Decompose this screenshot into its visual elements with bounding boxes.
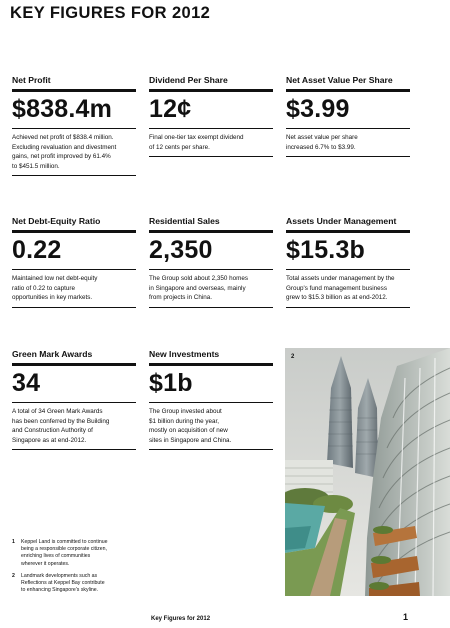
card-net-debt-equity xyxy=(12,216,136,308)
card-value: 2,350 xyxy=(149,236,213,264)
desc-line: grew to $15.3 billion as at end-2012. xyxy=(286,294,388,302)
note-line: enriching lives of communities xyxy=(21,553,91,560)
desc-line: increased 6.7% to $3.99. xyxy=(286,143,356,151)
page-title: KEY FIGURES FOR 2012 xyxy=(10,4,211,22)
desc-line: Total assets under management by the xyxy=(286,275,395,282)
photo-number: 2 xyxy=(291,354,295,360)
desc-line: $1 billion during the year, xyxy=(149,417,220,425)
desc-line: to $451.5 million. xyxy=(12,162,60,170)
card-rule xyxy=(12,128,136,129)
card-rule xyxy=(286,128,410,129)
card-rule xyxy=(286,269,410,270)
desc-line: opportunities in key markets. xyxy=(12,294,93,302)
desc-line: Final one-tier tax exempt dividend xyxy=(149,134,244,141)
desc-line: Achieved net profit of $838.4 million. xyxy=(12,134,114,141)
desc-line: gains, net profit improved by 61.4% xyxy=(12,153,111,161)
page-number: 1 xyxy=(403,612,409,622)
card-rule xyxy=(149,128,273,129)
caption-note xyxy=(12,573,142,595)
card-rule-top xyxy=(149,230,273,233)
card-description xyxy=(286,274,410,303)
card-description xyxy=(12,133,136,171)
card-description xyxy=(12,274,136,303)
card-rule-top xyxy=(149,363,273,366)
card-rule xyxy=(12,402,136,403)
card-residential-sales xyxy=(149,216,273,308)
desc-line: Excluding revaluation and divestment xyxy=(12,143,117,151)
card-label: Dividend Per Share xyxy=(149,75,228,85)
card-value: $15.3b xyxy=(286,236,366,264)
card-rule-bottom xyxy=(149,307,273,308)
card-rule-top xyxy=(286,89,410,92)
card-rule-top xyxy=(149,89,273,92)
card-rule-bottom xyxy=(12,175,136,176)
desc-line: The Group sold about 2,350 homes xyxy=(149,275,249,282)
caption-note xyxy=(12,539,142,568)
note-line: Reflections at Keppel Bay contribute xyxy=(21,580,105,587)
card-rule xyxy=(12,269,136,270)
card-assets-under-management xyxy=(286,216,410,308)
card-label: Net Profit xyxy=(12,75,51,85)
card-label: Net Debt-Equity Ratio xyxy=(12,216,101,226)
note-line: Landmark developments such as xyxy=(21,572,98,579)
card-rule-top xyxy=(286,230,410,233)
desc-line: has been conferred by the Building xyxy=(12,417,110,425)
desc-line: Singapore as at end-2012. xyxy=(12,436,87,444)
card-rule-bottom xyxy=(286,156,410,157)
card-rule-bottom xyxy=(286,307,410,308)
card-rule-bottom xyxy=(12,307,136,308)
note-number: 1 xyxy=(12,539,15,545)
desc-line: of 12 cents per share. xyxy=(149,143,210,151)
note-number: 2 xyxy=(12,572,15,579)
card-description xyxy=(149,274,273,303)
card-value: $838.4m xyxy=(12,95,113,123)
card-value: $1b xyxy=(149,369,193,397)
card-description xyxy=(149,407,273,445)
card-new-investments xyxy=(149,349,273,450)
note-line: being a responsible corporate citizen, xyxy=(21,546,107,553)
caption-notes xyxy=(12,539,142,599)
desc-line: in Singapore and overseas, mainly xyxy=(149,284,246,292)
desc-line: from projects in China. xyxy=(149,294,212,302)
footer-label: Key Figures for 2012 xyxy=(151,616,211,622)
card-label: New Investments xyxy=(149,349,220,359)
card-label: Green Mark Awards xyxy=(12,349,93,359)
card-value: $3.99 xyxy=(286,95,350,123)
desc-line: A total of 34 Green Mark Awards xyxy=(12,408,103,415)
card-rule-bottom xyxy=(149,156,273,157)
skyline-photo xyxy=(285,348,450,596)
card-label: Net Asset Value Per Share xyxy=(286,75,393,85)
card-rule-bottom xyxy=(149,449,273,450)
card-label: Assets Under Management xyxy=(286,216,397,226)
desc-line: Net asset value per share xyxy=(286,134,358,141)
card-rule xyxy=(149,402,273,403)
card-description xyxy=(286,133,410,152)
card-net-profit xyxy=(12,75,136,176)
desc-line: and Construction Authority of xyxy=(12,427,93,435)
desc-line: sites in Singapore and China. xyxy=(149,436,232,444)
note-text xyxy=(21,539,108,568)
card-rule-bottom xyxy=(12,449,136,450)
desc-line: mostly on acquisition of new xyxy=(149,427,228,435)
card-rule-top xyxy=(12,363,136,366)
card-value: 12¢ xyxy=(149,95,192,123)
desc-line: ratio of 0.22 to capture xyxy=(12,284,76,292)
card-description xyxy=(149,133,273,152)
card-rule xyxy=(149,269,273,270)
card-rule-top xyxy=(12,89,136,92)
desc-line: Group's fund management business xyxy=(286,284,387,292)
note-line: wherever it operates. xyxy=(21,560,70,567)
card-value: 0.22 xyxy=(12,236,62,264)
card-description xyxy=(12,407,136,445)
card-net-asset-value xyxy=(286,75,410,157)
card-rule-top xyxy=(12,230,136,233)
note-text xyxy=(21,573,105,595)
note-line: Keppel Land is committed to continue xyxy=(21,539,108,545)
card-label: Residential Sales xyxy=(149,216,220,226)
card-green-mark-awards xyxy=(12,349,136,450)
card-dividend-per-share xyxy=(149,75,273,157)
desc-line: The Group invested about xyxy=(149,408,222,415)
note-line: to enhancing Singapore's skyline. xyxy=(21,587,99,594)
desc-line: Maintained low net debt-equity xyxy=(12,275,98,282)
card-value: 34 xyxy=(12,369,41,397)
skyline-illustration xyxy=(285,348,450,596)
